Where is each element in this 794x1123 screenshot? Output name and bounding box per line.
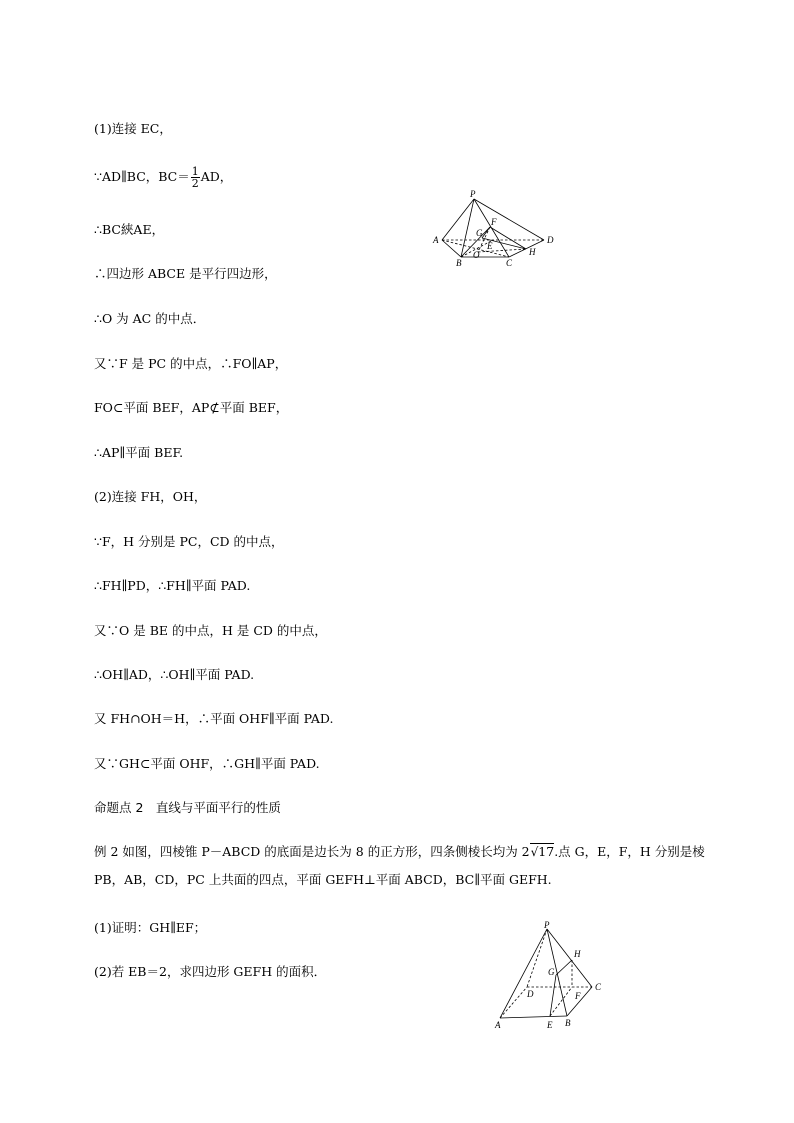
fig2-label-C: C: [595, 982, 602, 992]
proof1-line-2-a: ∵AD∥BC，BC＝: [94, 169, 190, 184]
proof1-line-7: FO⊂平面 BEF，AP⊄平面 BEF，: [94, 400, 289, 415]
fig1-label-O: O: [473, 250, 480, 260]
example-2-question-2: (2)若 EB＝2，求四边形 GEFH 的面积．: [94, 964, 327, 979]
proof1-line-2-b: AD，: [200, 169, 233, 184]
section-heading: 命题点 2 直线与平面平行的性质: [94, 800, 281, 815]
proof2-line-1: (2)连接 FH，OH，: [94, 489, 207, 504]
proof2-line-7: 又∵GH⊂平面 OHF，∴GH∥平面 PAD.: [94, 756, 320, 771]
example-2-statement: [94, 838, 714, 894]
sqrt-17: √17: [530, 844, 555, 859]
example-2-question-1: (1)证明：GH∥EF；: [94, 920, 207, 935]
fraction-one-half: [191, 166, 200, 189]
proof1-line-1: (1)连接 EC，: [94, 121, 172, 136]
fig1-label-D: D: [547, 235, 554, 245]
fig2-label-P: P: [544, 920, 550, 930]
fig1-label-B: B: [456, 258, 462, 266]
fig2-label-A: A: [495, 1020, 501, 1030]
fig1-label-P: P: [470, 190, 476, 199]
figure-2-solid-edges: [500, 929, 592, 1018]
example-2-text-b: .点 G，E，F，H 分别是棱 PB，AB，CD，PC 上共面的四点，平面 GEFH⊥平面 ABCD，BC∥平面 GEFH.: [94, 844, 705, 887]
proof2-line-3: ∴FH∥PD，∴FH∥平面 PAD.: [94, 578, 251, 593]
proof1-line-6: 又∵F 是 PC 的中点，∴FO∥AP，: [94, 356, 288, 371]
figure-1-pyramid-diagram: [430, 190, 560, 266]
proof1-line-5: ∴O 为 AC 的中点．: [94, 311, 206, 326]
fig2-label-D: D: [527, 989, 534, 999]
fig1-label-C: C: [506, 258, 513, 266]
fig1-label-A: A: [433, 235, 439, 245]
fig2-label-H: H: [574, 949, 581, 959]
fig2-label-G: G: [548, 967, 555, 977]
proof1-line-4: ∴四边形 ABCE 是平行四边形，: [94, 266, 277, 281]
fig2-label-E: E: [547, 1020, 553, 1030]
figure-2-pyramid-diagram: [490, 920, 610, 1035]
fig1-label-G: G: [476, 228, 483, 238]
fig2-label-B: B: [565, 1018, 571, 1028]
proof1-line-2: [94, 166, 232, 189]
fig1-label-E: E: [487, 241, 493, 251]
fraction-denominator: 2: [191, 177, 199, 190]
sqrt-radicand: 17: [538, 844, 555, 859]
proof2-line-4: 又∵O 是 BE 的中点，H 是 CD 的中点，: [94, 623, 327, 638]
fig1-label-H: H: [529, 247, 536, 257]
figure-2-dashed-edges: [500, 929, 592, 1018]
fraction-numerator: 1: [191, 165, 199, 178]
proof2-line-2: ∵F，H 分别是 PC，CD 的中点，: [94, 534, 284, 549]
proof1-line-3: ∴BC綊AE，: [94, 222, 165, 237]
proof2-line-6: 又 FH∩OH＝H，∴平面 OHF∥平面 PAD.: [94, 711, 334, 726]
fig2-label-F: F: [575, 991, 581, 1001]
proof1-line-8: ∴AP∥平面 BEF.: [94, 445, 184, 460]
example-2-text-a: 例 2 如图，四棱锥 P－ABCD 的底面是边长为 8 的正方形，四条侧棱长均为 2: [94, 844, 530, 859]
fig1-label-F: F: [491, 217, 497, 227]
proof2-line-5: ∴OH∥AD，∴OH∥平面 PAD.: [94, 667, 255, 682]
